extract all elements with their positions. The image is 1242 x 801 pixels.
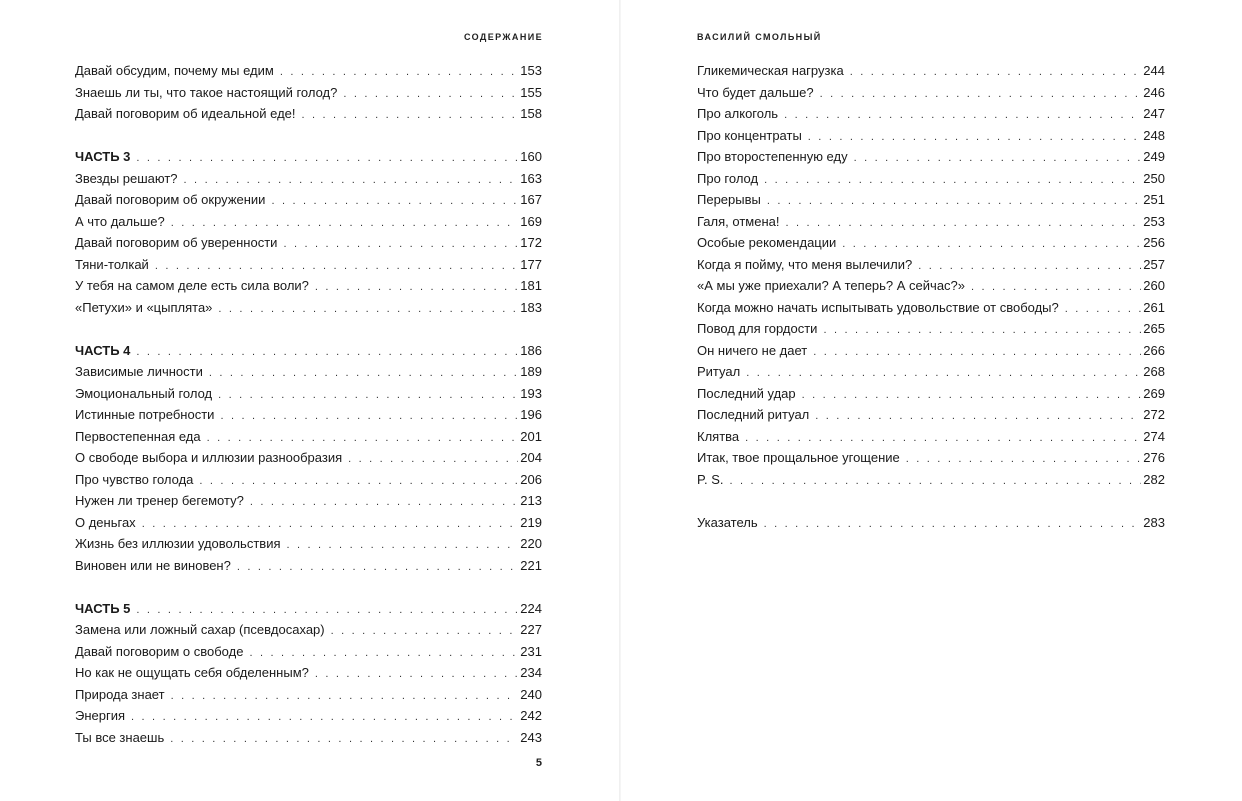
dot-leader: [302, 105, 519, 127]
toc-entry-page: 160: [520, 149, 542, 164]
toc-entry-page: 257: [1143, 256, 1165, 272]
toc-entry[interactable]: [697, 232, 1165, 254]
dot-leader: [348, 449, 518, 471]
dot-leader: [218, 385, 518, 407]
toc-entry[interactable]: [75, 662, 542, 684]
dot-leader: [813, 342, 1141, 364]
toc-part-title: ЧАСТЬ 5: [75, 600, 131, 616]
toc-entry-title: Давай поговорим об уверенности: [75, 235, 278, 250]
toc-entry-page: 244: [1143, 63, 1165, 78]
toc-entry-title: Про второстепенную еду: [697, 149, 848, 164]
right-page: [621, 0, 1242, 801]
left-page: [0, 0, 620, 801]
toc-entry-page: 260: [1143, 278, 1165, 293]
toc-entry-title: Зависимые личности: [75, 364, 203, 379]
toc-entry-page: 163: [520, 170, 542, 186]
toc-entry[interactable]: [75, 211, 542, 233]
toc-entry-title: «А мы уже приехали? А теперь? А сейчас?»: [697, 278, 966, 293]
toc-entry-title: Когда я пойму, что меня вылечили?: [697, 256, 913, 272]
toc-entry[interactable]: [75, 254, 542, 276]
toc-entry-title: У тебя на самом деле есть сила воли?: [75, 278, 309, 293]
toc-entry-title: Ритуал: [697, 364, 741, 379]
dot-leader: [136, 342, 518, 364]
toc-entry-title: Про голод: [697, 170, 759, 186]
toc-entry-title: Клятва: [697, 428, 740, 444]
toc-entry-title: Давай поговорим о свободе: [75, 643, 244, 659]
dot-leader: [331, 621, 519, 643]
dot-leader: [171, 686, 519, 708]
toc-entry-title: Что будет дальше?: [697, 84, 814, 100]
toc-entry-title: О деньгах: [75, 514, 136, 530]
toc-entry-page: 274: [1143, 428, 1165, 444]
dot-leader: [764, 170, 1141, 192]
toc-entry[interactable]: [697, 125, 1165, 147]
dot-leader: [784, 105, 1141, 127]
dot-leader: [746, 363, 1141, 385]
dot-leader: [971, 277, 1141, 299]
toc-entry[interactable]: [75, 727, 542, 749]
toc-entry-title: Виновен или не виновен?: [75, 557, 231, 573]
dot-leader: [271, 191, 518, 213]
running-head-left: СОДЕРЖАНИЕ: [463, 32, 543, 42]
toc-entry[interactable]: [697, 340, 1165, 362]
toc-entry-page: 193: [520, 385, 542, 401]
toc-entry-page: 276: [1143, 450, 1165, 465]
toc-entry[interactable]: [75, 426, 542, 448]
dot-leader: [823, 320, 1141, 342]
toc-entry-title: Последний ритуал: [697, 407, 810, 422]
dot-leader: [730, 471, 1142, 493]
toc-entry[interactable]: [75, 619, 542, 641]
toc-entry-page: 250: [1143, 170, 1165, 186]
toc-entry-page: 269: [1143, 385, 1165, 401]
dot-leader: [280, 62, 518, 84]
toc-entry[interactable]: [75, 512, 542, 534]
dot-leader: [842, 234, 1141, 256]
dot-leader: [850, 62, 1142, 84]
toc-entry-title: Итак, твое прощальное угощение: [697, 450, 900, 465]
dot-leader: [854, 148, 1142, 170]
toc-entry-title: Тяни-толкай: [75, 256, 149, 272]
toc-entry-title: P. S.: [697, 471, 724, 487]
toc-entry[interactable]: [75, 404, 542, 426]
toc-entry[interactable]: [75, 383, 542, 405]
dot-leader: [136, 600, 518, 622]
dot-leader: [785, 213, 1141, 235]
toc-entry[interactable]: [75, 705, 542, 727]
toc-entry-title: «Петухи» и «цыплята»: [75, 299, 213, 315]
toc-entry-page: 155: [520, 84, 542, 100]
toc-entry-page: 153: [520, 63, 542, 78]
toc-entry[interactable]: [75, 641, 542, 663]
toc-entry[interactable]: [697, 211, 1165, 233]
dot-leader: [249, 643, 518, 665]
toc-entry[interactable]: [75, 103, 542, 125]
dot-leader: [918, 256, 1141, 278]
toc-entry[interactable]: [697, 404, 1165, 426]
toc-entry-title: Про чувство голода: [75, 471, 194, 487]
toc-entry-page: 227: [520, 622, 542, 637]
toc-entry[interactable]: [75, 60, 542, 82]
dot-leader: [767, 191, 1141, 213]
dot-leader: [170, 729, 518, 751]
toc-entry[interactable]: [697, 168, 1165, 190]
toc-entry-title: Про концентраты: [697, 127, 802, 143]
toc-part-heading[interactable]: [75, 598, 542, 620]
dot-leader: [207, 428, 519, 450]
toc-entry-index[interactable]: [697, 512, 1165, 534]
toc-entry-page: 249: [1143, 149, 1165, 164]
toc-entry[interactable]: [75, 469, 542, 491]
toc-entry-title: Гликемическая нагрузка: [697, 63, 844, 78]
toc-entry-page: 246: [1143, 84, 1165, 100]
dot-leader: [218, 299, 518, 321]
toc-entry-page: 253: [1143, 213, 1165, 229]
dot-leader: [171, 213, 519, 235]
toc-entry[interactable]: [75, 361, 542, 383]
toc-entry-page: 256: [1143, 235, 1165, 250]
toc-entry-title: Энергия: [75, 708, 126, 723]
toc-entry[interactable]: [697, 60, 1165, 82]
toc-entry-page: 240: [520, 686, 542, 702]
page-number: 5: [535, 757, 542, 769]
toc-entry[interactable]: [75, 533, 542, 555]
toc-entry[interactable]: [75, 684, 542, 706]
toc-entry-page: 220: [520, 536, 542, 551]
toc-entry[interactable]: [697, 189, 1165, 211]
toc-entry-page: 213: [520, 493, 542, 508]
toc-entry-page: 221: [520, 557, 542, 573]
toc-list-left: [75, 60, 542, 748]
toc-entry-title: Звезды решают?: [75, 170, 178, 186]
toc-entry-title: Он ничего не дает: [697, 342, 808, 358]
toc-entry[interactable]: [697, 103, 1165, 125]
toc-entry-page: 181: [520, 278, 542, 293]
dot-leader: [808, 127, 1142, 149]
toc-entry-title: Но как не ощущать себя обделенным?: [75, 665, 309, 680]
toc-entry[interactable]: [697, 469, 1165, 491]
dot-leader: [250, 492, 518, 514]
toc-part-title: ЧАСТЬ 4: [75, 342, 131, 358]
toc-part-heading[interactable]: [75, 146, 542, 168]
toc-entry-page: 283: [1143, 514, 1165, 530]
dot-leader: [1065, 299, 1142, 321]
toc-entry-page: 224: [520, 600, 542, 616]
dot-leader: [209, 363, 518, 385]
toc-entry-title: Ты все знаешь: [75, 729, 165, 745]
toc-entry-title: Природа знает: [75, 686, 165, 702]
toc-entry[interactable]: [75, 82, 542, 104]
toc-entry-page: 196: [520, 407, 542, 422]
toc-entry-title: Галя, отмена!: [697, 213, 780, 229]
toc-entry[interactable]: [697, 146, 1165, 168]
toc-part-heading[interactable]: [75, 340, 542, 362]
dot-leader: [315, 277, 518, 299]
dot-leader: [764, 514, 1142, 536]
toc-entry-title: Давай обсудим, почему мы едим: [75, 63, 274, 78]
toc-entry[interactable]: [697, 82, 1165, 104]
dot-leader: [745, 428, 1141, 450]
dot-leader: [136, 148, 518, 170]
toc-entry-title: Давай поговорим об идеальной еде!: [75, 106, 296, 121]
dot-leader: [155, 256, 518, 278]
dot-leader: [815, 406, 1141, 428]
toc-entry[interactable]: [697, 254, 1165, 276]
toc-entry-title: Давай поговорим об окружении: [75, 192, 266, 207]
toc-entry-page: 169: [520, 213, 542, 229]
toc-entry-page: 206: [520, 471, 542, 487]
toc-entry-page: 219: [520, 514, 542, 530]
toc-entry[interactable]: [697, 318, 1165, 340]
toc-entry-page: 268: [1143, 364, 1165, 379]
toc-entry-title: Замена или ложный сахар (псевдосахар): [75, 622, 325, 637]
toc-entry[interactable]: [697, 383, 1165, 405]
toc-entry-page: 183: [520, 299, 542, 315]
toc-entry-page: 247: [1143, 106, 1165, 121]
toc-list-right: [697, 60, 1165, 533]
toc-entry-page: 248: [1143, 127, 1165, 143]
toc-entry-page: 189: [520, 364, 542, 379]
toc-entry-title: Жизнь без иллюзии удовольствия: [75, 536, 281, 551]
toc-entry-page: 282: [1143, 471, 1165, 487]
toc-entry-page: 231: [520, 643, 542, 659]
toc-entry-title: Эмоциональный голод: [75, 385, 213, 401]
dot-leader: [220, 406, 518, 428]
toc-part-title: ЧАСТЬ 3: [75, 149, 131, 164]
toc-entry-title: Про алкоголь: [697, 106, 779, 121]
toc-entry-title: Указатель: [697, 514, 758, 530]
dot-leader: [343, 84, 518, 106]
dot-leader: [315, 664, 518, 686]
toc-entry-title: Особые рекомендации: [697, 235, 837, 250]
toc-entry-title: Нужен ли тренер бегемоту?: [75, 493, 244, 508]
toc-entry[interactable]: [697, 297, 1165, 319]
toc-entry[interactable]: [75, 275, 542, 297]
toc-entry-title: Первостепенная еда: [75, 428, 201, 444]
toc-entry-title: Перерывы: [697, 192, 761, 207]
dot-leader: [199, 471, 518, 493]
toc-entry-page: 158: [520, 106, 542, 121]
toc-entry-title: Истинные потребности: [75, 407, 215, 422]
dot-leader: [906, 449, 1142, 471]
toc-entry-page: 172: [520, 235, 542, 250]
toc-entry-title: Когда можно начать испытывать удовольствие от свободы?: [697, 299, 1059, 315]
dot-leader: [131, 707, 518, 729]
toc-entry[interactable]: [697, 361, 1165, 383]
toc-entry[interactable]: [75, 447, 542, 469]
dot-leader: [820, 84, 1142, 106]
toc-entry[interactable]: [75, 168, 542, 190]
dot-leader: [283, 234, 518, 256]
toc-entry[interactable]: [75, 490, 542, 512]
toc-entry[interactable]: [75, 232, 542, 254]
toc-entry-title: А что дальше?: [75, 213, 165, 229]
running-head-right: ВАСИЛИЙ СМОЛЬНЫЙ: [697, 32, 822, 42]
toc-entry[interactable]: [697, 275, 1165, 297]
dot-leader: [287, 535, 519, 557]
toc-entry[interactable]: [75, 189, 542, 211]
toc-entry-page: 265: [1143, 321, 1165, 336]
toc-entry[interactable]: [697, 447, 1165, 469]
toc-entry-page: 266: [1143, 342, 1165, 358]
toc-entry-page: 204: [520, 450, 542, 465]
toc-entry-page: 186: [520, 342, 542, 358]
dot-leader: [237, 557, 518, 579]
toc-entry[interactable]: [75, 555, 542, 577]
toc-entry-page: 243: [520, 729, 542, 745]
toc-entry-page: 242: [520, 708, 542, 723]
toc-entry-page: 234: [520, 665, 542, 680]
toc-entry-page: 177: [520, 256, 542, 272]
toc-entry-page: 261: [1143, 299, 1165, 315]
toc-entry-title: Последний удар: [697, 385, 796, 401]
dot-leader: [802, 385, 1142, 407]
toc-entry[interactable]: [697, 426, 1165, 448]
toc-entry-page: 251: [1143, 192, 1165, 207]
toc-entry[interactable]: [75, 297, 542, 319]
toc-entry-title: Знаешь ли ты, что такое настоящий голод?: [75, 84, 338, 100]
toc-entry-page: 201: [520, 428, 542, 444]
dot-leader: [142, 514, 519, 536]
dot-leader: [184, 170, 519, 192]
toc-entry-title: О свободе выбора и иллюзии разнообразия: [75, 450, 343, 465]
toc-entry-page: 272: [1143, 407, 1165, 422]
toc-entry-title: Повод для гордости: [697, 321, 818, 336]
toc-entry-page: 167: [520, 192, 542, 207]
